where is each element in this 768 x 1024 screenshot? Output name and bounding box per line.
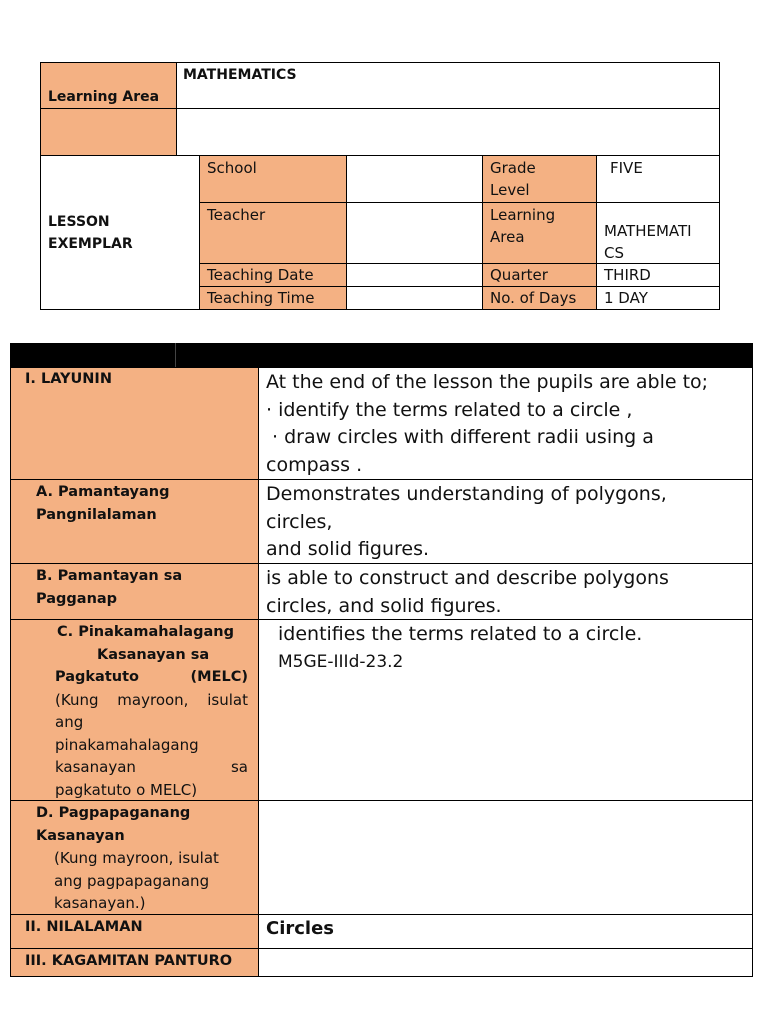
quarter-label: Quarter bbox=[490, 266, 548, 284]
nilalaman-label: II. NILALAMAN bbox=[25, 919, 143, 935]
teaching-date-value bbox=[347, 264, 482, 266]
learning-area2-label: Learning Area bbox=[490, 206, 556, 246]
pamantayang-pangnilalaman-label-cell bbox=[10, 479, 259, 564]
lesson-exemplar-cell bbox=[40, 155, 200, 310]
pagpapaganang-kasanayan-value-cell bbox=[258, 800, 753, 915]
melc-label-cell bbox=[10, 619, 259, 801]
days-label: No. of Days bbox=[490, 289, 577, 307]
days-label-cell bbox=[482, 286, 597, 310]
learning-area-label: Learning Area bbox=[48, 89, 160, 105]
quarter-value: THIRD bbox=[604, 266, 651, 284]
kagamitan-panturo-label: III. KAGAMITAN PANTURO bbox=[25, 953, 233, 969]
blank-value-cell bbox=[176, 108, 720, 156]
teacher-label-cell bbox=[199, 202, 347, 264]
teaching-date-label-cell bbox=[199, 263, 347, 287]
teaching-date-label: Teaching Date bbox=[207, 266, 314, 284]
pamantayan-sa-pagganap-value-cell bbox=[258, 563, 753, 620]
days-value-cell bbox=[596, 286, 720, 310]
pamantayang-pangnilalaman-value-cell bbox=[258, 479, 753, 564]
layunin-label-cell bbox=[10, 367, 259, 480]
layunin-line: compass . bbox=[266, 453, 363, 476]
grade-level-label-cell bbox=[482, 155, 597, 203]
learning-area-label-cell bbox=[40, 62, 177, 109]
layunin-line: At the end of the lesson the pupils are able to; bbox=[266, 371, 709, 393]
school-value bbox=[347, 156, 482, 158]
pamantayan-sa-pagganap-value: is able to construct and describe polygons circles, and solid figures. bbox=[266, 567, 669, 617]
melc-value: identifies the terms related to a circle. M5GE-IIId-23.2 bbox=[278, 623, 643, 672]
pamantayang-pangnilalaman-label: A. Pamantayang Pangnilalaman bbox=[36, 484, 170, 523]
melc-value-cell bbox=[258, 619, 753, 801]
grade-level-value: FIVE bbox=[610, 159, 643, 177]
teaching-date-value-cell bbox=[346, 263, 483, 287]
lesson-exemplar-title: LESSON EXEMPLAR bbox=[48, 214, 133, 252]
grade-level-value-cell bbox=[596, 155, 720, 203]
blank-label-cell bbox=[40, 108, 177, 156]
pamantayan-sa-pagganap-label-cell bbox=[10, 563, 259, 620]
teaching-time-value-cell bbox=[346, 286, 483, 310]
nilalaman-value-cell bbox=[258, 914, 753, 949]
kagamitan-panturo-label-cell bbox=[10, 948, 259, 977]
teaching-time-label: Teaching Time bbox=[207, 289, 315, 307]
learning-area2-value: MATHEMATI CS bbox=[604, 222, 692, 262]
pagpapaganang-kasanayan-label: D. Pagpapaganang Kasanayan (Kung mayroon, isulat ang pagpapaganang kasanayan.) bbox=[36, 805, 219, 912]
pamantayang-pangnilalaman-value: Demonstrates understanding of polygons, circles, and solid figures. bbox=[266, 483, 667, 560]
layunin-value bbox=[259, 368, 752, 479]
pagpapaganang-kasanayan-label-cell bbox=[10, 800, 259, 915]
grade-level-label: Grade Level bbox=[490, 159, 536, 199]
school-label: School bbox=[207, 159, 257, 177]
layunin-value-cell bbox=[258, 367, 753, 480]
learning-area2-label-cell bbox=[482, 202, 597, 264]
teacher-label: Teacher bbox=[207, 206, 266, 224]
lesson-table-header-bar bbox=[10, 343, 753, 368]
quarter-label-cell bbox=[482, 263, 597, 287]
pamantayan-sa-pagganap-label: B. Pamantayan sa Pagganap bbox=[36, 568, 183, 607]
nilalaman-label-cell bbox=[10, 914, 259, 949]
days-value: 1 DAY bbox=[604, 289, 648, 307]
teacher-value bbox=[347, 203, 482, 205]
quarter-value-cell bbox=[596, 263, 720, 287]
layunin-line: · identify the terms related to a circle , bbox=[266, 398, 633, 421]
kagamitan-panturo-value-cell bbox=[258, 948, 753, 977]
layunin-line: · draw circles with different radii using a bbox=[266, 426, 654, 448]
school-label-cell bbox=[199, 155, 347, 203]
teaching-time-value bbox=[347, 287, 482, 289]
learning-area2-value-cell bbox=[596, 202, 720, 264]
teaching-time-label-cell bbox=[199, 286, 347, 310]
melc-label: C. Pinakamahalagang Kasanayan sa Pagkatuto (MELC) (Kung mayroon, isulat ang pinakamahalagang kasanayan sa pagkatuto o MELC) bbox=[55, 624, 248, 799]
nilalaman-value: Circles bbox=[266, 918, 335, 939]
teacher-value-cell bbox=[346, 202, 483, 264]
learning-area-value-cell bbox=[176, 62, 720, 109]
header-bar-divider bbox=[175, 343, 176, 368]
learning-area-value: MATHEMATICS bbox=[183, 67, 297, 83]
school-value-cell bbox=[346, 155, 483, 203]
layunin-label: I. LAYUNIN bbox=[25, 371, 112, 387]
